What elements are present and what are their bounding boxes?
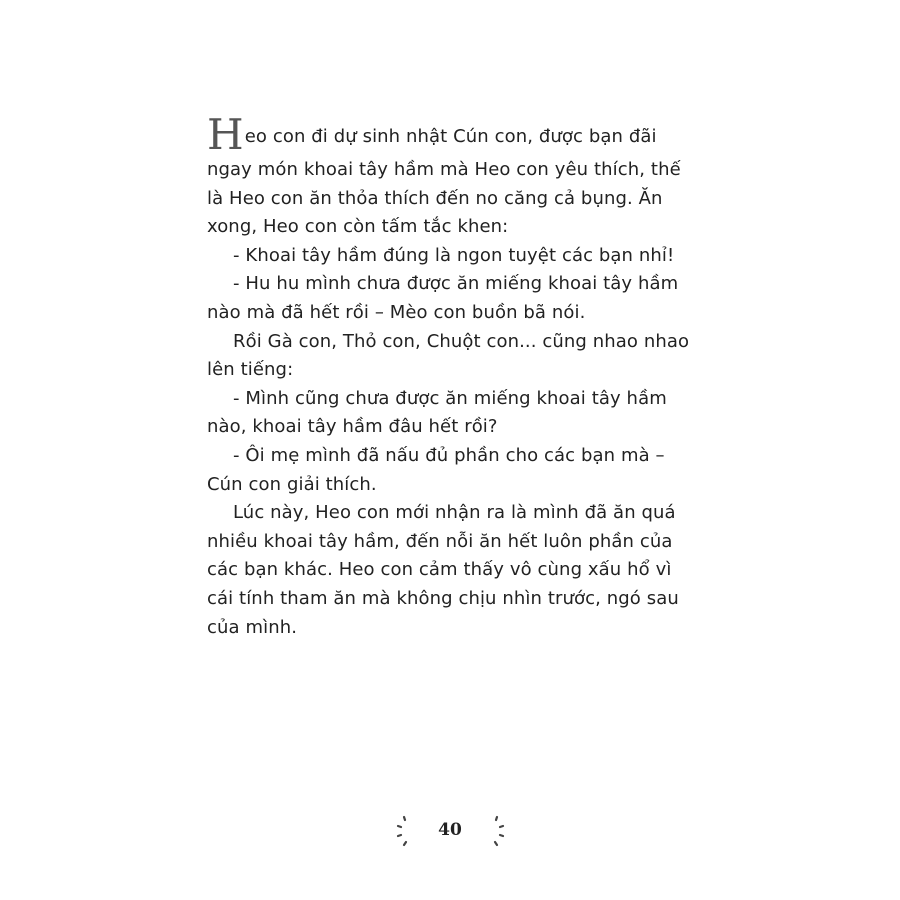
- story-line: là Heo con ăn thỏa thích đến no căng cả bụng. Ăn: [207, 187, 663, 209]
- story-text: [207, 110, 697, 642]
- story-line: lên tiếng:: [207, 359, 294, 381]
- drop-cap: H: [207, 110, 244, 159]
- page-footer: [0, 812, 900, 856]
- story-line: - Mình cũng chưa được ăn miếng khoai tây hầm: [233, 387, 667, 409]
- story-first-line: [207, 110, 697, 159]
- story-line: các bạn khác. Heo con cảm thấy vô cùng xấu hổ vì: [207, 559, 672, 581]
- page-number: 40: [438, 820, 462, 840]
- story-line: cái tính tham ăn mà không chịu nhìn trước, ngó sau: [207, 587, 679, 609]
- right-ornament-icon: [482, 812, 506, 856]
- story-line: Cún con giải thích.: [207, 473, 377, 495]
- story-line: - Khoai tây hầm đúng là ngon tuyệt các bạn nhỉ!: [233, 244, 675, 266]
- story-line: - Ôi mẹ mình đã nấu đủ phần cho các bạn mà –: [233, 444, 665, 466]
- story-lines: [207, 156, 697, 642]
- story-line: nào mà đã hết rồi – Mèo con buồn bã nói.: [207, 301, 586, 323]
- first-line-text: eo con đi dự sinh nhật Cún con, được bạn đãi: [244, 126, 657, 147]
- left-ornament-icon: [395, 812, 419, 856]
- story-line: nào, khoai tây hầm đâu hết rồi?: [207, 416, 498, 438]
- story-line: - Hu hu mình chưa được ăn miếng khoai tây hầm: [233, 273, 679, 295]
- story-line: của mình.: [207, 616, 298, 638]
- story-line: xong, Heo con còn tấm tắc khen:: [207, 216, 509, 238]
- story-line: ngay món khoai tây hầm mà Heo con yêu thích, thế: [207, 159, 681, 180]
- story-line: Lúc này, Heo con mới nhận ra là mình đã ăn quá: [233, 502, 676, 524]
- story-line: Rồi Gà con, Thỏ con, Chuột con... cũng nhao nhao: [233, 330, 690, 352]
- story-line: nhiều khoai tây hầm, đến nỗi ăn hết luôn phần của: [207, 530, 673, 552]
